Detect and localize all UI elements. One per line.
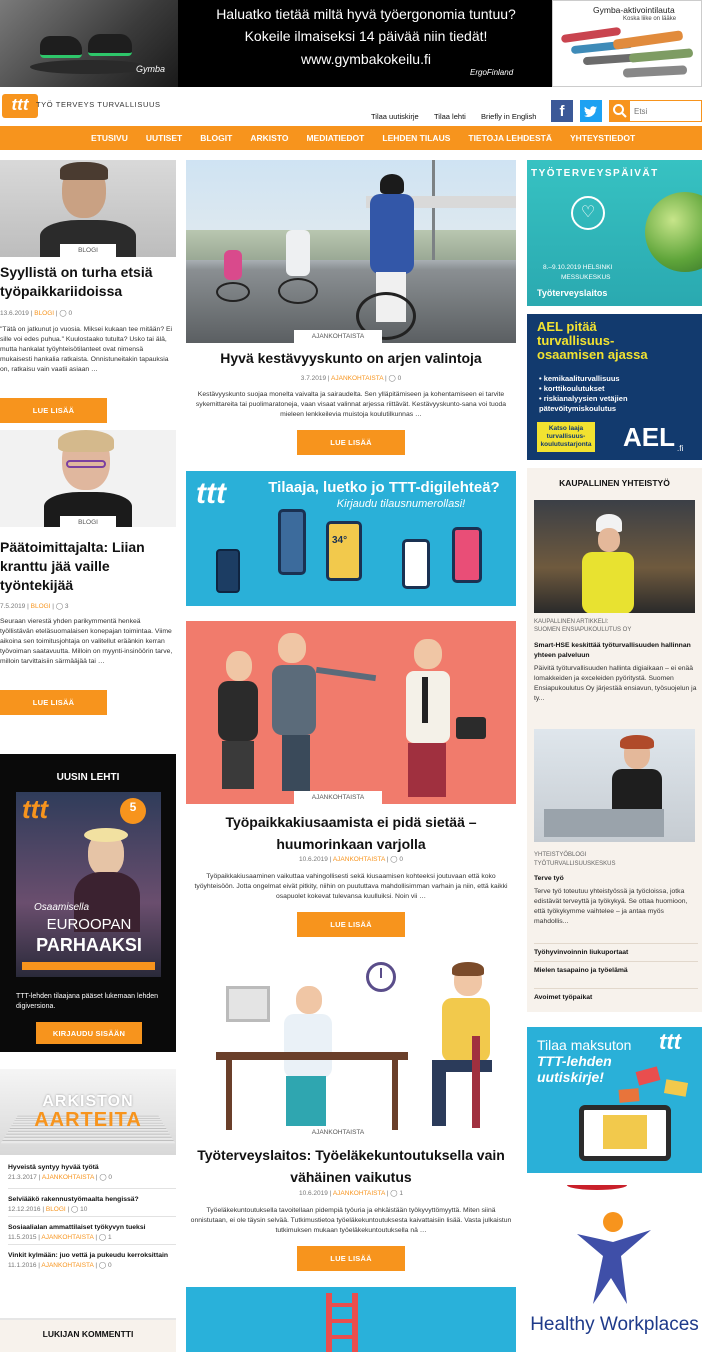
read-more-button[interactable]: LUE LISÄÄ (297, 430, 405, 455)
archive-list (8, 1163, 176, 1281)
archive-item-date: 11.5.2015 (8, 1234, 37, 1241)
blog-photo-woman[interactable] (0, 430, 176, 527)
archive-item-date: 12.12.2016 (8, 1206, 41, 1213)
comment-icon: ◯ (388, 375, 396, 382)
site-tagline: TYÖ TERVEYS TURVALLISUUS (36, 100, 161, 109)
comment-count: 0 (397, 375, 402, 382)
comment-icon: ◯ (98, 1234, 107, 1241)
commercial-item1-text: Päivitä työturvallisuuden hallinta digiaikaan – ei enää lomakkeiden ja exceleiden pyöritystä. Suomen Ensiapukoulutus Oy järjestää ensiavun, työsuojelun ja ty... (534, 665, 697, 702)
archive-item-title[interactable]: Vinkit kylmään: juo vettä ja pukeudu kerroksittain (8, 1252, 169, 1259)
healthy-workplaces-ad[interactable] (527, 1180, 702, 1352)
ael-tld: .fi (677, 444, 684, 453)
ad1-venue: MESSUKESKUS (561, 274, 611, 281)
comment-count: 3 (64, 603, 69, 610)
post-date: 13.6.2019 (0, 310, 29, 317)
article-meta: 10.6.2019 | AJANKOHTAISTA | ◯ 0 (298, 856, 404, 863)
comment-count: 1 (107, 1234, 112, 1241)
banner-line-1: Tilaaja, luetko jo TTT-digilehteä? (268, 479, 500, 496)
newsletter-ad[interactable] (527, 1027, 702, 1173)
blog-photo-man[interactable] (0, 160, 176, 257)
nav-uutiset[interactable]: UUTISET (145, 133, 183, 143)
nav-arkisto[interactable]: ARKISTO (250, 133, 289, 143)
ad-side-sub: Koska liike on lääke (623, 16, 677, 22)
article-excerpt: Työeläkekuntoutuksella tavoitellaan pidempiä työuria ja ehkäistään työkyvyttömyyttä. Miten siinä onnistutaan, ei ole täysin selvää. Tutkimustietoa työeläkekuntoutuksesta kaivattaisiin lisää. Vasta julkaistun tutkimuksen mukaan työeläkekuntoutuksella nä … (190, 1207, 512, 1234)
comment-icon: ◯ (59, 310, 67, 317)
ad-side-title: Gymba-aktivointilauta (593, 5, 675, 15)
comment-icon: ◯ (390, 1190, 398, 1197)
newsletter-line-1: Tilaa maksuton (537, 1037, 632, 1053)
read-more-button[interactable]: LUE LISÄÄ (297, 1246, 405, 1271)
comment-count: 0 (68, 310, 73, 317)
archive-item[interactable]: Sosiaalialan ammattilaiset työkyvyn tueksi 11.5.2015 | AJANKOHTAISTA | ◯ 1 (8, 1217, 176, 1245)
newsletter-line-3: uutiskirje! (537, 1069, 604, 1085)
search-input[interactable] (634, 104, 698, 118)
comment-count: 0 (107, 1262, 112, 1269)
commercial-photo-worker[interactable] (534, 500, 695, 613)
article-date: 10.6.2019 (298, 856, 328, 863)
facebook-icon[interactable]: f (551, 100, 573, 122)
commercial-item2-text: Terve työ toteutuu yhteistyössä ja työcloissa, jotka edistävät terveyttä ja työkykyä. Se ottaa huomioon, että työkykymme vaihtelee – ja antaa myös mahdollis... (534, 888, 688, 925)
read-more-button[interactable]: LUE LISÄÄ (297, 912, 405, 937)
commercial-link[interactable]: Avoimet työpaikat (534, 988, 698, 1003)
search-icon[interactable] (610, 101, 630, 121)
magazine-cover[interactable] (16, 792, 161, 977)
cover-big-1: EUROOPAN (46, 916, 132, 933)
comment-icon: ◯ (71, 1206, 79, 1213)
comment-icon: ◯ (98, 1262, 107, 1269)
ad-side-panel (552, 0, 702, 87)
nav-yhteystiedot[interactable]: YHTEYSTIEDOT (569, 133, 636, 143)
article-badge: AJANKOHTAISTA (294, 1126, 382, 1139)
ergofinland-logo: ErgoFinland (470, 68, 514, 77)
comment-count: 0 (399, 856, 404, 863)
ad2-bullet: • riskianalyysien vetäjien pätevöitymiskoulutus (539, 394, 628, 413)
article-title[interactable]: Työterveyslaitos: Työeläkekuntoutuksella vain vähäinen vaikutus (197, 1147, 505, 1185)
ad2-bullet: • kemikaaliturvallisuus (539, 374, 620, 383)
weather-value: 34° (332, 535, 348, 546)
commercial-item1-label: KAUPALLINEN ARTIKKELI: (534, 619, 609, 625)
archive-item-date: 21.3.2017 (8, 1174, 37, 1181)
commercial-item2-org: TYÖTURVALLISUUSKESKUS (534, 861, 616, 867)
archive-item-title[interactable]: Selviääkö rakennustyömaalta hengissä? (8, 1196, 139, 1203)
top-banner-ad[interactable] (0, 0, 702, 87)
read-more-button[interactable]: LUE LISÄÄ (0, 690, 107, 715)
banner-logo: ttt (196, 477, 226, 510)
ad1-arc-text: TYÖTERVEYSPÄIVÄT (531, 168, 659, 179)
ad2-bullets (539, 374, 699, 414)
newsletter-line-2: TTT-lehden (537, 1053, 612, 1069)
ael-logo: AEL (623, 422, 675, 452)
article-title[interactable]: Työpaikkakiusaamista ei pidä sietää – huumorinkaan varjolla (225, 814, 477, 852)
post-date: 7.5.2019 (0, 603, 26, 610)
archive-item-category[interactable]: AJANKOHTAISTA (41, 1234, 94, 1241)
post-badge: BLOGI (60, 516, 116, 529)
gymba-logo: Gymba (136, 64, 166, 74)
article-illustration-doctor[interactable] (186, 956, 516, 1139)
site-logo-text: ttt (11, 95, 29, 114)
twitter-icon[interactable] (580, 100, 602, 122)
reader-comment-box (0, 1318, 176, 1352)
post-category[interactable]: BLOGI (30, 603, 51, 610)
site-logo[interactable] (2, 94, 38, 118)
article-meta: 3.7.2019 | AJANKOHTAISTA | ◯ 0 (300, 375, 402, 382)
commercial-photo-woman[interactable] (534, 729, 695, 842)
archive-item[interactable]: Vinkit kylmään: juo vettä ja pukeudu kerroksittain 11.1.2016 | AJANKOHTAISTA | ◯ 0 (8, 1245, 176, 1281)
article-date: 3.7.2019 (300, 375, 327, 382)
commercial-box (527, 468, 702, 1012)
comment-count: 1 (399, 1190, 404, 1197)
post-meta: 13.6.2019 | BLOGI | ◯ 0 (0, 310, 73, 317)
healthy-workplaces-text: Healthy Workplaces (530, 1314, 699, 1335)
read-more-button[interactable]: LUE LISÄÄ (0, 398, 107, 423)
ad-line-3: www.gymbakokeilu.fi (301, 51, 431, 67)
commercial-item1-org: SUOMEN ENSIAPUKOULUTUS OY (534, 627, 632, 633)
ad2-title: AEL pitää turvallisuus-osaamisen ajassa (537, 319, 648, 362)
ad2-bullet-text: korttikoulutukset (543, 384, 605, 393)
header-link-english[interactable]: Briefly in English (481, 112, 537, 121)
nav-tietoja-lehdesta[interactable]: TIETOJA LEHDESTÄ (468, 133, 552, 143)
ad2-bullet-text: kemikaaliturvallisuus (543, 374, 620, 383)
article-date: 10.6.2019 (298, 1190, 328, 1197)
archive-item[interactable]: Selviääkö rakennustyömaalta hengissä? 12.12.2016 | BLOGI | ◯ 10 (8, 1189, 176, 1217)
commercial-link[interactable]: Mielen tasapaino ja työelämä (534, 961, 698, 976)
post-excerpt: "Tätä on jatkunut jo vuosia. Miksei kukaan tee mitään? Ei sille voi edes puhua." Kuulostaako tutulta? Usko tai älä, mutta hankalat työyhteisötilanteet ovat nimensä mukaisesti hankalia ratkaista. Onnistuneitakin tapauksia on, ratkaisu vain vaatii asiaan … (0, 326, 173, 373)
comment-icon: ◯ (390, 856, 398, 863)
archive-item-category[interactable]: AJANKOHTAISTA (41, 1174, 95, 1181)
archive-item-title[interactable]: Sosiaalialan ammattilaiset työkyvyn tueksi (8, 1224, 146, 1231)
comment-icon: ◯ (55, 603, 64, 610)
header-link-newsletter[interactable]: Tilaa uutiskirje (371, 112, 419, 121)
archive-item[interactable]: Hyveistä syntyy hyvää työtä 21.3.2017 | AJANKOHTAISTA | ◯ 0 (8, 1163, 176, 1189)
commercial-item2-title[interactable]: Terve työ (534, 875, 564, 882)
archive-item-date: 11.1.2016 (8, 1262, 37, 1269)
cover-number: 5 (120, 798, 146, 824)
archive-item-title[interactable]: Hyveistä syntyy hyvää työtä (8, 1164, 99, 1171)
ad-line-1: Haluatko tietää miltä hyvä työergonomia tuntuu? (216, 6, 516, 22)
article-badge: AJANKOHTAISTA (294, 791, 382, 804)
ad2-cta-box[interactable]: Katso laaja turvallisuus-koulutustarjonta (537, 422, 595, 452)
comment-count: 0 (108, 1174, 113, 1181)
article-illustration-ladder[interactable] (186, 1287, 516, 1352)
digital-magazine-banner[interactable] (186, 471, 516, 606)
article-meta: 10.6.2019 | AJANKOHTAISTA | ◯ 1 (298, 1190, 404, 1197)
ad-tyoterveyspaivat[interactable] (527, 160, 702, 306)
login-button[interactable]: KIRJAUDU SISÄÄN (36, 1022, 142, 1044)
archive-item-category[interactable]: AJANKOHTAISTA (41, 1262, 94, 1269)
article-category[interactable]: AJANKOHTAISTA (332, 856, 385, 863)
new-issue-title: UUSIN LEHTI (56, 772, 120, 783)
ad2-bullet-text: riskianalyysien vetäjien pätevöitymiskoulutus (539, 394, 628, 413)
ad-ael[interactable] (527, 314, 702, 460)
nav-mediatiedot[interactable]: MEDIATIEDOT (306, 133, 365, 143)
main-nav (0, 126, 702, 150)
article-badge: AJANKOHTAISTA (294, 330, 382, 343)
article-category[interactable]: AJANKOHTAISTA (332, 1190, 385, 1197)
nav-etusivu[interactable]: ETUSIVU (91, 133, 128, 143)
commercial-title: KAUPALLINEN YHTEISTYÖ (559, 478, 670, 488)
post-excerpt: Seuraan vierestä yhden parikymmentä henkeä työllistävän eteläsuomalaisen konepajan toimintaa. Viime aikoina sen toimitusjohtaja on valitellut eräänkin kerran työvoiman saatavuutta. Milloin on myynti-insinöörin tarve, milloin tarvittaisiin särmääjää tai … (0, 618, 173, 665)
post-title[interactable]: Päätoimittajalta: Liian kranttu jää vaille työntekijää (0, 539, 145, 593)
article-excerpt: Kestävyyskunto suojaa monelta vaivalta ja sairaudelta. Sen ylläpitämiseen ja kohentamiseen ei tarvite sykemittareita tai puolimaratoneja, vaan visaat valinnat arjessa riittävät. Kestävyyskunto-sana voi tuoda mieleen lenkkeilevia muistoja koulutilkunnas … (195, 391, 507, 418)
commercial-item1-title[interactable]: Smart-HSE keskittää työturvallisuuden hallinnan yhteen palveluun (534, 642, 691, 659)
archive-title-2: AARTEITA (34, 1109, 142, 1131)
cover-big-2: PARHAAKSI (36, 935, 142, 955)
cover-logo: ttt (22, 794, 48, 824)
cover-small: Osaamisella (34, 902, 90, 913)
commercial-link[interactable]: Työhyvinvoinnin liukuportaat (534, 943, 698, 958)
comment-icon: ◯ (99, 1174, 107, 1181)
heart-icon: ♡ (571, 196, 605, 230)
newsletter-logo: ttt (659, 1029, 681, 1054)
search-box[interactable] (609, 100, 702, 122)
archive-title-1: ARKISTON (42, 1093, 134, 1110)
ad2-bullet: • korttikoulutukset (539, 384, 605, 393)
article-photo-cyclists[interactable] (186, 160, 516, 343)
new-issue-box (0, 754, 176, 1052)
comment-count: 10 (80, 1206, 88, 1213)
article-category[interactable]: AJANKOHTAISTA (331, 375, 384, 382)
ad-line-2: Kokeile ilmaiseksi 14 päivää niin tiedät! (244, 28, 488, 44)
ad1-org: Työterveyslaitos (537, 288, 608, 298)
commercial-item2-label: YHTEISTYÖBLOGI (534, 852, 587, 858)
post-title[interactable]: Syyllistä on turha etsiä työpaikkariidoissa (0, 264, 153, 299)
post-meta: 7.5.2019 | BLOGI | ◯ 3 (0, 603, 69, 610)
reader-comment-title: LUKIJAN KOMMENTTI (42, 1329, 134, 1339)
nav-lehden-tilaus[interactable]: LEHDEN TILAUS (382, 133, 451, 143)
ad1-dates: 8.–9.10.2019 HELSINKI (543, 264, 613, 271)
banner-line-2: Kirjaudu tilausnumerollasi! (336, 498, 466, 510)
nav-blogit[interactable]: BLOGIT (200, 133, 233, 143)
archive-item-category[interactable]: BLOGI (45, 1206, 66, 1213)
article-illustration-bullying[interactable] (186, 621, 516, 804)
ad-photo-feet (0, 0, 178, 87)
new-issue-text: TTT-lehden tilaajana pääset lukemaan lehden digiversiona. (16, 993, 159, 1010)
article-excerpt: Työpaikkakiusaaminen vaikuttaa vahingollisesti sekä kiusaamisen kohteeksi joutuvaan että koko työyhteisöön. Jotta ongelmat eivät pitkity, niihin on puututtava mahdollisimman varhain ja niin, että kaikki osapuolet kokevat tulevansa kuulluiksi. Noin vii … (194, 873, 508, 900)
post-badge: BLOGI (60, 244, 116, 257)
globe-image (645, 192, 702, 272)
article-title[interactable]: Hyvä kestävyyskunto on arjen valintoja (220, 350, 482, 366)
header-link-magazine[interactable]: Tilaa lehti (434, 112, 466, 121)
figure-icon (567, 1208, 657, 1308)
post-category[interactable]: BLOGI (34, 310, 55, 317)
archive-header-image (0, 1069, 176, 1155)
